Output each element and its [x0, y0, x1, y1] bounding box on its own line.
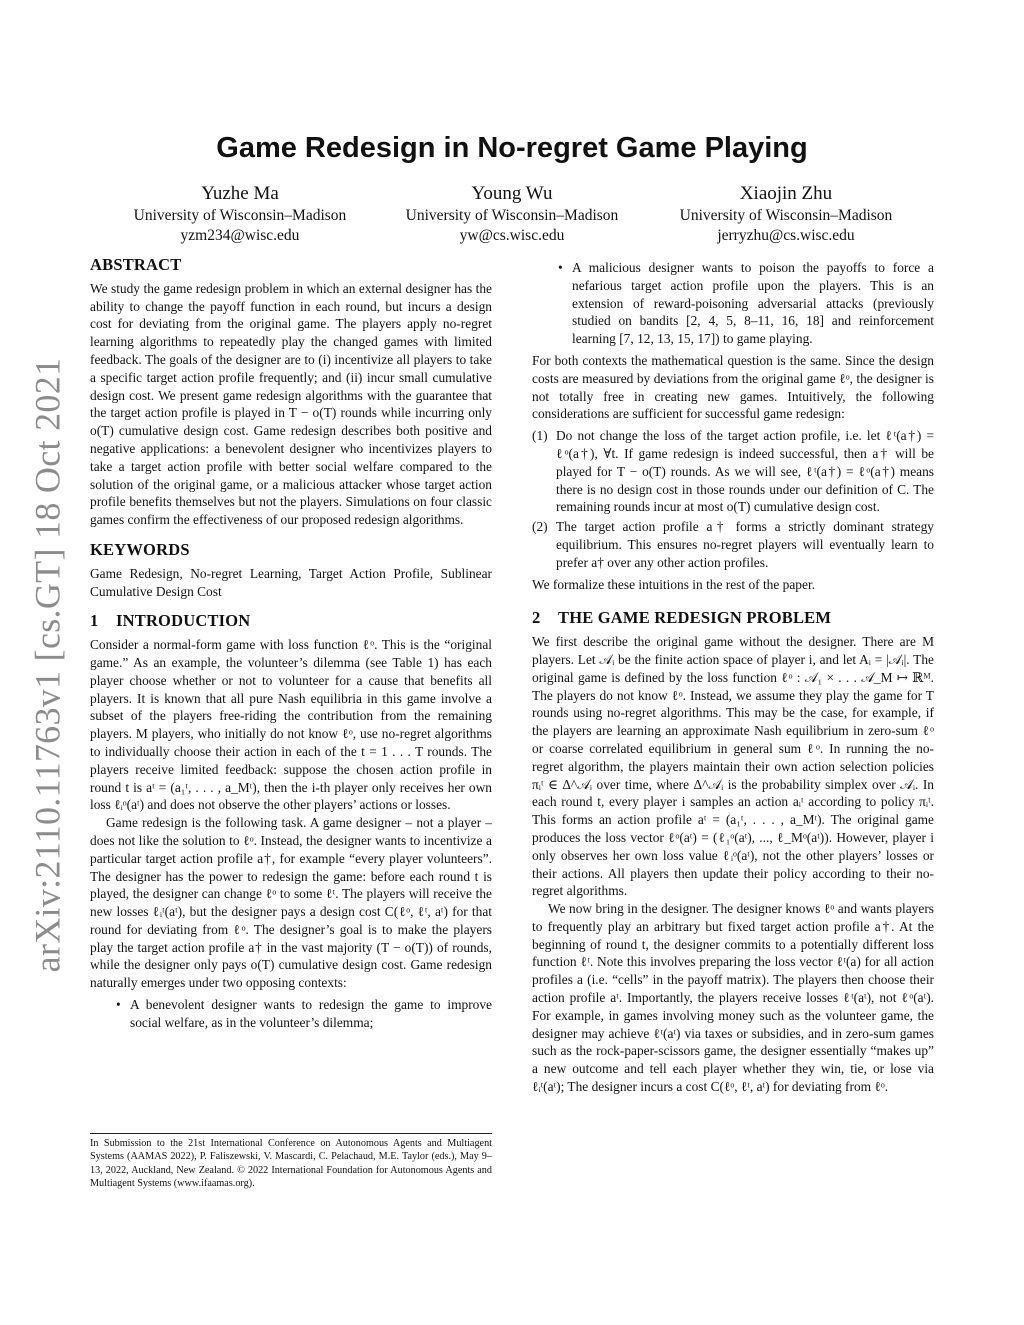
- author-block: [90, 182, 934, 248]
- author-1: [90, 182, 390, 246]
- author-email: jerryzhu@cs.wisc.edu: [717, 227, 855, 244]
- section-number: 2: [532, 608, 541, 628]
- condition-item: [532, 518, 934, 571]
- abstract-heading: ABSTRACT: [90, 255, 182, 274]
- context-list-continued: [532, 259, 934, 348]
- keywords-heading: KEYWORDS: [90, 539, 190, 559]
- condition-item: [532, 427, 934, 516]
- paper-title: Game Redesign in No-regret Game Playing: [216, 132, 808, 164]
- author-name: Xiaojin Zhu: [739, 183, 833, 204]
- author-name: Young Wu: [471, 183, 553, 204]
- intro-paragraph-1: Consider a normal-form game with loss function ℓᵒ. This is the “original game.” As an example, the volunteer’s dilemma (see Table 1) has each player choose whether or not to volunteer for a cause that benefits all players. It is known that all pure Nash equilibria in this game involve a subset of the players free-riding the contribution from the remaining players. M players, who initially do not know ℓᵒ, use no-regret algorithms to individually choose their action in each of the t = 1 . . . T rounds. The players receive limited feedback: suppose the chosen action profile in round t is aᵗ = (a₁ᵗ, . . . , a_Mᵗ), then the i-th player only receives her own loss ℓᵢᵒ(aᵗ) and does not observe the other players’ actions or losses.: [90, 637, 492, 813]
- author-2: [362, 182, 662, 246]
- list-item: • A malicious designer wants to poison the payoffs to force a nefarious target action profile upon the players. This is an extension of reward-poisoning adversarial attacks (previously studied on bandits [2, 4, 5, 8–11, 16, 18] and reinforcement learning [7, 12, 13, 15, 17]) to game playing.: [532, 259, 934, 348]
- list-item: • A benevolent designer wants to redesign the game to improve social welfare, as in the volunteer’s dilemma;: [90, 996, 492, 1032]
- intro-paragraph-2: Game redesign is the following task. A game designer – not a player – does not like the solution to ℓᵒ. Instead, the designer wants to incentivize a particular target action profile a†, for example “every player volunteers”. The designer has the power to redesign the game: before each round t is played, the designer can change ℓᵒ to some ℓᵗ. The players will receive the new losses ℓᵢᵗ(aᵗ), but the designer pays a design cost C(ℓᵒ, ℓᵗ, aᵗ) for that round for deviating from ℓᵒ. The designer’s goal is to make the players play the target action profile a† in the vast majority (T − o(T)) of rounds, while the designer only pays o(T) cumulative design cost. Game redesign naturally emerges under two opposing contexts:: [90, 815, 492, 991]
- section2-heading: [532, 609, 934, 627]
- section2-paragraph-2: We now bring in the designer. The designer knows ℓᵒ and wants players to frequently play an arbitrary but fixed target action profile a†. At the beginning of round t, the designer commits to a potentially different loss function ℓᵗ. Note this involves preparing the loss vector ℓᵗ(a) for all action profiles a (i.e. “cells” in the payoff matrix). The players then choose their action profile aᵗ. Importantly, the players receive losses ℓᵗ(aᵗ), not ℓᵒ(aᵗ). For example, in games involving money such as the volunteer game, the designer may achieve ℓᵗ(aᵗ) via taxes or subsidies, and in zero-sum games such as the rock-paper-scissors game, the designer essentially “makes up” a new outcome and tell each player whether they win, tie, or lose via ℓᵢᵗ(aᵗ); The designer incurs a cost C(ℓᵒ, ℓᵗ, aᵗ) for deviating from ℓᵒ.: [532, 901, 934, 1095]
- footnote: [90, 1133, 492, 1191]
- conditions-list: [532, 427, 934, 571]
- section-title: INTRODUCTION: [116, 611, 251, 631]
- section-title: THE GAME REDESIGN PROBLEM: [558, 608, 832, 628]
- right-column: [532, 259, 934, 1096]
- arxiv-stamp-text: arXiv:2110.11763v1 [cs.GT] 18 Oct 2021: [27, 357, 68, 973]
- author-affiliation: University of Wisconsin–Madison: [679, 207, 893, 224]
- condition-text: Do not change the loss of the target action profile, i.e. let ℓᵗ(a†) = ℓᵒ(a†), ∀t. If game redesign is indeed successful, then a† will be played for T − o(T) rounds. As we will see, ℓᵗ(a†) = ℓᵒ(a†) means there is no design cost in those rounds under our definition of C. The remaining rounds incur at most o(T) cumulative design cost.: [556, 428, 934, 515]
- section2-paragraph-1: We first describe the original game without the designer. There are M players. Let 𝒜ᵢ be the finite action space of player i, and let Aᵢ = |𝒜ᵢ|. The original game is defined by the loss function ℓᵒ : 𝒜₁ × . . . 𝒜_M ↦ ℝᴹ. The players do not know ℓᵒ. Instead, we assume they play the game for T rounds using no-regret algorithms. This may be the case, for example, if the players are learning an approximate Nash equilibrium in zero-sum ℓᵒ or coarse correlated equilibrium in general sum ℓᵒ. In running the no-regret algorithm, the players maintain their own action selection policies πᵢᵗ ∈ Δ^𝒜ᵢ over time, where Δ^𝒜ᵢ is the probability simplex over 𝒜ᵢ. In each round t, every player i samples an action aᵢᵗ according to policy πᵢᵗ. This forms an action profile aᵗ = (a₁ᵗ, . . . , a_Mᵗ). The original game produces the loss vector ℓᵒ(aᵗ) = (ℓ₁ᵒ(aᵗ), ..., ℓ_Mᵒ(aᵗ)). However, player i only observes her own loss value ℓᵢᵒ(aᵗ), not the other players’ losses or their actions. All players then update their policy according to their no-regret algorithms.: [532, 634, 934, 899]
- footnote-text: In Submission to the 21st International Conference on Autonomous Agents and Multiagent Systems (AAMAS 2022), P. Faliszewski, V. Mascardi, C. Pelachaud, M.E. Taylor (eds.), May 9–13, 2022, Auckland, New Zealand. © 2022 International Foundation for Autonomous Agents and Multiagent Systems (www.ifaamas.org).: [90, 1138, 492, 1190]
- intro-heading: [90, 612, 492, 630]
- author-email: yzm234@wisc.edu: [180, 227, 300, 244]
- keywords-text: Game Redesign, No-regret Learning, Target Action Profile, Sublinear Cumulative Design Cost: [90, 565, 492, 599]
- author-name: Yuzhe Ma: [201, 183, 279, 204]
- condition-label: (2): [532, 519, 548, 535]
- author-affiliation: University of Wisconsin–Madison: [405, 207, 619, 224]
- arxiv-stamp: [2, 357, 92, 973]
- author-email: yw@cs.wisc.edu: [459, 227, 565, 244]
- condition-text: The target action profile a† forms a strictly dominant strategy equilibrium. This ensures no-regret players will eventually learn to prefer a† over any other action profiles.: [556, 519, 934, 570]
- condition-label: (1): [532, 428, 548, 444]
- left-column: [90, 256, 492, 1036]
- section-number: 1: [90, 611, 99, 631]
- context-list: [90, 996, 492, 1032]
- contexts-paragraph: For both contexts the mathematical question is the same. Since the design costs are measured by deviations from the original game ℓᵒ, the designer is not totally free in creating new games. Intuitively, the following considerations are sufficient for successful game redesign:: [532, 352, 934, 422]
- author-affiliation: University of Wisconsin–Madison: [133, 207, 347, 224]
- intro-closing: We formalize these intuitions in the rest of the paper.: [532, 576, 816, 592]
- author-3: [636, 182, 936, 246]
- abstract-text: We study the game redesign problem in which an external designer has the ability to change the payoff function in each round, but incurs a design cost for deviating from the original game. The players apply no-regret learning algorithms to repeatedly play the changed games with limited feedback. The goals of the designer are to (i) incentivize all players to take a specific target action profile frequently; and (ii) incur small cumulative design cost. We present game redesign algorithms with the guarantee that the target action profile is played in T − o(T) rounds while incurring only o(T) cumulative design cost. Game redesign describes both positive and negative applications: a benevolent designer who incentivizes players to take a target action profile with better social welfare compared to the solution of the original game, or a malicious attacker whose target action profile benefits themselves but not the players. Simulations on four classic games confirm the effectiveness of our proposed redesign algorithms.: [90, 280, 492, 528]
